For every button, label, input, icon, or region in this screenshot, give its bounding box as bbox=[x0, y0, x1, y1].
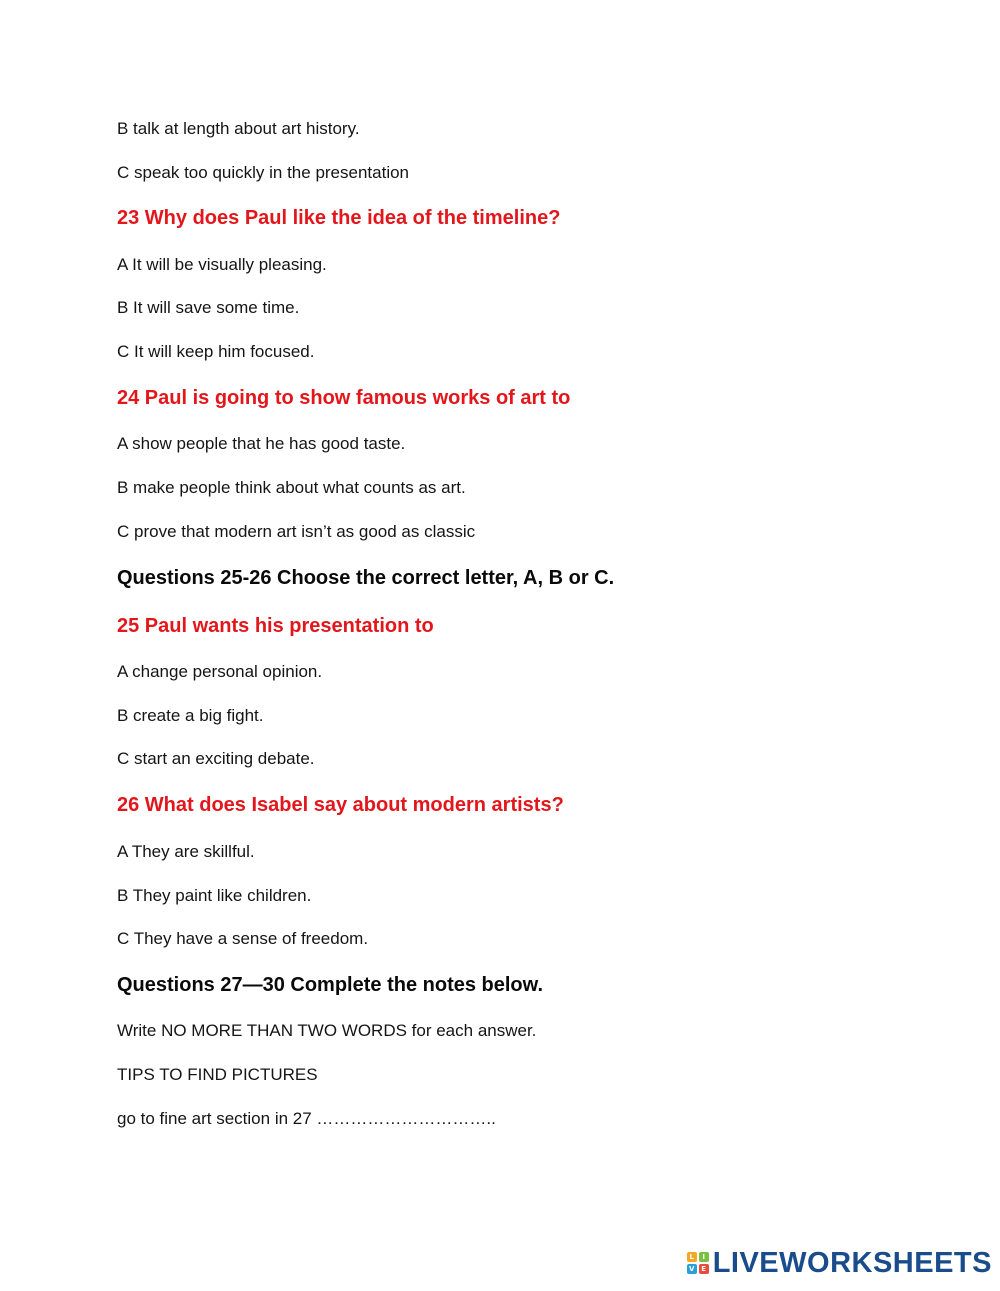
instruction-text: Write NO MORE THAN TWO WORDS for each answer. bbox=[117, 1021, 537, 1040]
question-24: 24 Paul is going to show famous works of art to bbox=[117, 387, 571, 409]
logo-cell-i: I bbox=[699, 1252, 709, 1262]
section-heading-27-30: Questions 27—30 Complete the notes below. bbox=[117, 974, 544, 996]
question-26: 26 What does Isabel say about modern artists? bbox=[117, 794, 564, 816]
q23-option-b: B It will save some time. bbox=[117, 298, 300, 317]
q22-option-b: B talk at length about art history. bbox=[117, 119, 360, 138]
logo-cell-v: V bbox=[687, 1264, 697, 1274]
section-heading-25-26: Questions 25-26 Choose the correct letter, A, B or C. bbox=[117, 567, 615, 589]
logo-cell-e: E bbox=[699, 1264, 709, 1274]
notes-title: TIPS TO FIND PICTURES bbox=[117, 1065, 318, 1084]
liveworksheets-logo bbox=[687, 1243, 992, 1283]
q25-option-b: B create a big fight. bbox=[117, 706, 264, 725]
note-27: go to fine art section in 27 ………………………….. bbox=[117, 1109, 496, 1128]
q24-option-a: A show people that he has good taste. bbox=[117, 434, 406, 453]
q26-option-a: A They are skillful. bbox=[117, 842, 255, 861]
q24-option-b: B make people think about what counts as art. bbox=[117, 478, 466, 497]
question-23: 23 Why does Paul like the idea of the timeline? bbox=[117, 207, 561, 229]
logo-text: LIVEWORKSHEETS bbox=[712, 1246, 992, 1279]
q23-option-c: C It will keep him focused. bbox=[117, 342, 315, 361]
logo-cell-l: L bbox=[687, 1252, 697, 1262]
logo-icon bbox=[687, 1252, 709, 1274]
q26-option-c: C They have a sense of freedom. bbox=[117, 929, 369, 948]
question-25: 25 Paul wants his presentation to bbox=[117, 615, 434, 637]
q26-option-b: B They paint like children. bbox=[117, 886, 312, 905]
q25-option-c: C start an exciting debate. bbox=[117, 749, 315, 768]
q22-option-c: C speak too quickly in the presentation bbox=[117, 163, 410, 182]
q24-option-c: C prove that modern art isn’t as good as classic bbox=[117, 522, 476, 541]
q23-option-a: A It will be visually pleasing. bbox=[117, 255, 327, 274]
q25-option-a: A change personal opinion. bbox=[117, 662, 323, 681]
